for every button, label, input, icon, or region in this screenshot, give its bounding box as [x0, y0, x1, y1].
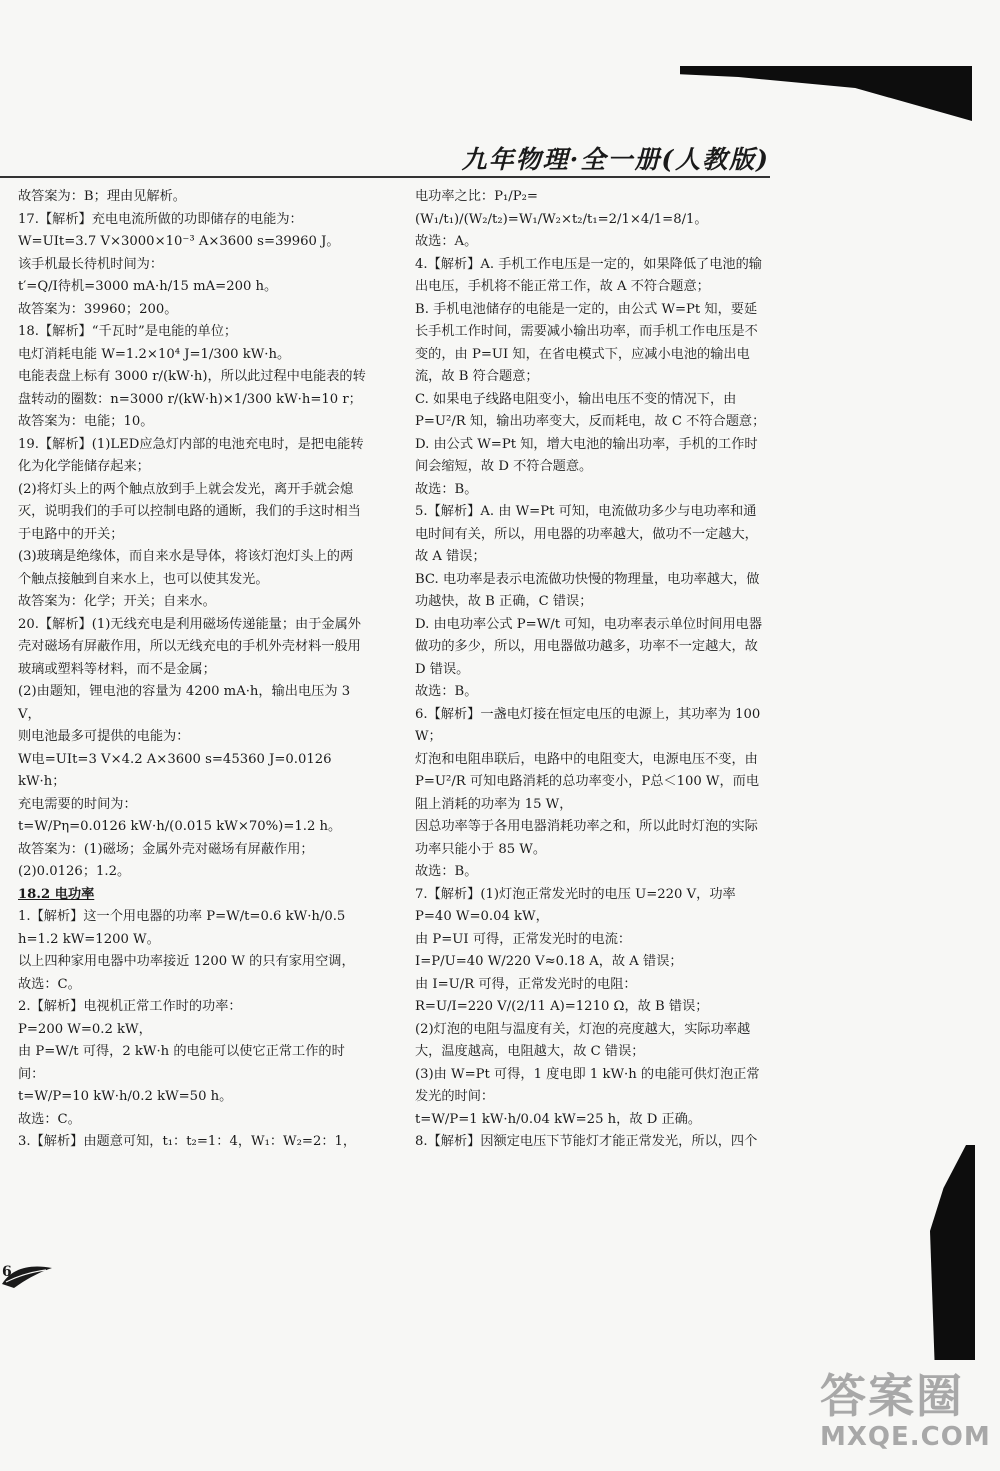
header-title: 九年物理·全一册(人教版)	[461, 145, 770, 174]
answer-line: 故选：B。	[415, 864, 478, 879]
answer-line: 电能表盘上标有 3000 r/(kW·h)，所以此过程中电能表的转盘转动的圈数：n=3000 r/(kW·h)×1/300 kW·h=10 r；	[18, 369, 366, 407]
answer-line: W=UIt=3.7 V×3000×10⁻³ A×3600 s=39960 J。	[18, 234, 340, 249]
answer-line: 6.【解析】一盏电灯接在恒定电压的电源上，其功率为 100 W；	[415, 706, 761, 744]
watermark-sub: MXQE.COM	[820, 1422, 991, 1452]
answer-line: 故答案为：化学；开关；自来水。	[18, 594, 216, 609]
answer-line: 由 P=W/t 可得，2 kW·h 的电能可以使它正常工作的时间：	[18, 1044, 345, 1082]
answer-line: D. 由电功率公式 P=W/t 可知，电功率表示单位时间用电器做功的多少，所以，用电器做功越多，功率不一定越大，故 D 错误。	[415, 616, 763, 677]
scan-shadow-top	[680, 66, 972, 121]
answer-line: 8.【解析】因额定电压下节能灯才能正常发光，所以，四个	[415, 1134, 758, 1149]
answer-line: BC. 电功率是表示电流做功快慢的物理量，电功率越大，做功越快，故 B 正确，C 错误；	[415, 571, 760, 609]
answer-line: 故选：A。	[415, 234, 478, 249]
answer-line: 充电需要的时间为：	[18, 796, 137, 812]
answer-line: 18.【解析】“千瓦时”是电能的单位；	[18, 324, 238, 339]
answer-line: 故答案为：39960；200。	[18, 301, 178, 317]
answer-line: 故选：C。	[18, 976, 81, 992]
answer-line: 17.【解析】充电电流所做的功即储存的电能为：	[18, 211, 303, 227]
watermark	[820, 1360, 995, 1470]
answer-line: (3)玻璃是绝缘体，而自来水是导体，将该灯泡灯头上的两个触点接触到自来水上，也可以使其发光。	[18, 549, 354, 587]
answer-line: 5.【解析】A. 由 W=Pt 可知，电流做功多少与电功率和通电时间有关，所以，用电器的功率越大，做功不一定越大，故 A 错误；	[415, 504, 758, 564]
answer-line: 电功率之比：P₁/P₂=(W₁/t₁)/(W₂/t₂)=W₁/W₂×t₂/t₁=2/1×4/1=8/1。	[415, 189, 708, 227]
answer-line: 故答案为：B；理由见解析。	[18, 189, 186, 204]
page-header	[0, 140, 770, 176]
answer-line: 由 P=UI 可得，正常发光时的电流：	[415, 931, 632, 947]
answer-line: D. 由公式 W=Pt 知，增大电池的输出功率，手机的工作时间会缩短，故 D 不符合题意。	[415, 436, 758, 474]
answer-line: B. 手机电池储存的电能是一定的，由公式 W=Pt 知，要延长手机工作时间，需要减小输出功率，而手机工作电压是不变的，由 P=UI 知，在省电模式下，应减小电池的输出电流，故 B 符合题意；	[415, 301, 758, 384]
answer-line: t′=Q/I待机=3000 mA·h/15 mA=200 h。	[18, 279, 278, 294]
watermark-main: 答案圈	[820, 1369, 964, 1423]
answer-line: 该手机最长待机时间为：	[18, 256, 164, 272]
answer-line: 4.【解析】A. 手机工作电压是一定的，如果降低了电池的输出电压，手机将不能正常工作，故 A 不符合题意；	[415, 256, 762, 294]
answer-line: 1.【解析】这一个用电器的功率 P=W/t=0.6 kW·h/0.5 h=1.2 kW=1200 W。	[18, 909, 346, 947]
leaf-ornament	[0, 1262, 55, 1290]
answer-line: (2)灯泡的电阻与温度有关，灯泡的亮度越大，实际功率越大，温度越高，电阻越大，故 C 错误；	[415, 1021, 751, 1059]
answer-line: t=W/Pη=0.0126 kW·h/(0.015 kW×70%)=1.2 h。	[18, 819, 342, 834]
answer-line: 电灯消耗电能 W=1.2×10⁴ J=1/300 kW·h。	[18, 346, 291, 362]
answer-line: 19.【解析】(1)LED应急灯内部的电池充电时，是把电能转化为化学能储存起来；	[18, 436, 364, 474]
answer-line: t=W/P=10 kW·h/0.2 kW=50 h。	[18, 1089, 233, 1104]
answer-line: 故选：B。	[415, 684, 478, 699]
answer-line: 故选：C。	[18, 1111, 81, 1127]
answer-line: I=P/U=40 W/220 V≈0.18 A，故 A 错误；	[415, 954, 683, 969]
left-column	[18, 186, 366, 1154]
leaf-icon	[0, 1262, 55, 1290]
answer-line: 因总功率等于各用电器消耗功率之和，所以此时灯泡的实际功率只能小于 85 W。	[415, 819, 758, 857]
answer-line: 2.【解析】电视机正常工作时的功率：	[18, 999, 242, 1014]
answer-line: 故选：B。	[415, 481, 478, 497]
page-number: 6	[2, 1264, 12, 1280]
answer-line: (2)由题知，锂电池的容量为 4200 mA·h，输出电压为 3 V，	[18, 684, 351, 722]
answer-line: C. 如果电子线路电阻变小，输出电压不变的情况下，由 P=U²/R 知，输出功率变大，反而耗电，故 C 不符合题意；	[415, 391, 766, 429]
answer-line: 由 I=U/R 可得，正常发光时的电阻：	[415, 976, 637, 992]
answer-line: (3)由 W=Pt 可得，1 度电即 1 kW·h 的电能可供灯泡正常发光的时间：	[415, 1066, 760, 1104]
answer-line: W电=UIt=3 V×4.2 A×3600 s=45360 J=0.0126 kW·h；	[18, 751, 332, 789]
answer-line: 灯泡和电阻串联后，电路中的电阻变大，电源电压不变，由 P=U²/R 可知电路消耗的总功率变小，P总＜100 W，而电阻上消耗的功率为 15 W，	[415, 751, 760, 812]
answer-line: 故答案为：电能；10。	[18, 414, 154, 429]
answer-line: (2)将灯头上的两个触点放到手上就会发光，离开手就会熄灭，说明我们的手可以控制电路的通断，我们的手这时相当于电路中的开关；	[18, 481, 361, 542]
answer-line: 7.【解析】(1)灯泡正常发光时的电压 U=220 V，功率 P=40 W=0.04 kW，	[415, 886, 736, 924]
answer-line: 则电池最多可提供的电能为：	[18, 729, 190, 744]
header-rule	[0, 176, 770, 178]
answer-line: R=U/I=220 V/(2/11 A)=1210 Ω，故 B 错误；	[415, 999, 709, 1014]
answer-line: 20.【解析】(1)无线充电是利用磁场传递能量；由于金属外壳对磁场有屏蔽作用，所以无线充电的手机外壳材料一般用玻璃或塑料等材料，而不是金属；	[18, 616, 361, 677]
answer-line: 以上四种家用电器中功率接近 1200 W 的只有家用空调，	[18, 954, 355, 969]
section-heading: 18.2 电功率	[18, 886, 95, 902]
scan-shadow-right	[930, 1145, 975, 1360]
answer-line: 故答案为：(1)磁场；金属外壳对磁场有屏蔽作用；(2)0.0126；1.2。	[18, 841, 314, 879]
right-column	[415, 186, 767, 1154]
answer-line: t=W/P=1 kW·h/0.04 kW=25 h，故 D 正确。	[415, 1111, 702, 1127]
answer-line: 3.【解析】由题意可知，t₁：t₂=1：4，W₁：W₂=2：1，	[18, 1134, 357, 1149]
answer-line: P=200 W=0.2 kW，	[18, 1021, 152, 1037]
